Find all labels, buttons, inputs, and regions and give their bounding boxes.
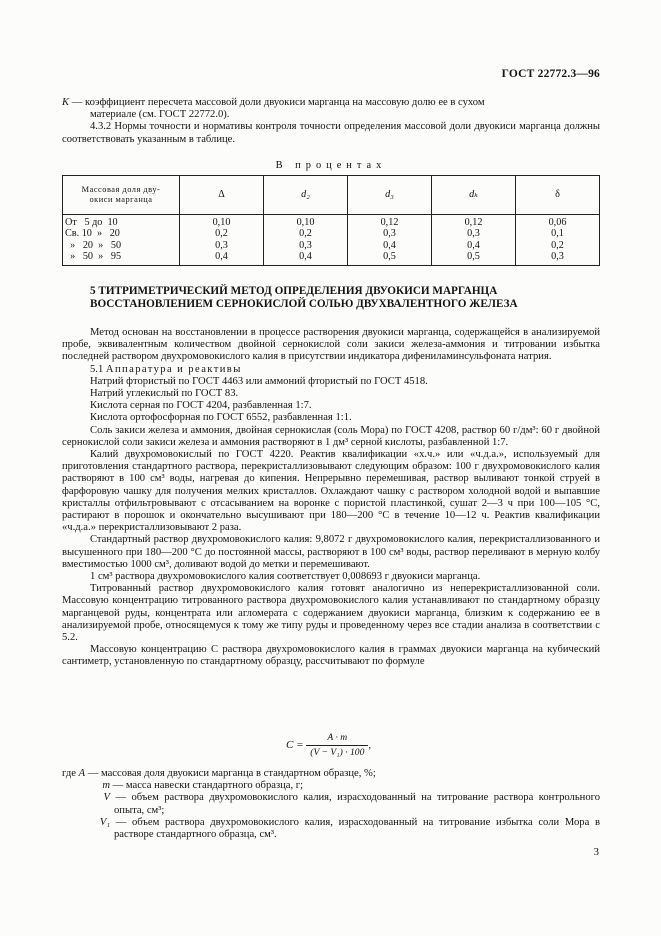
- table-cell: От 5 до 10: [65, 217, 118, 228]
- reagent-item: Массовую концентрацию C раствора двухромовокислого калия в граммах двуокиси марганца на кубический сантиметр, установленную по стандартному образцу, рассчитывают по формуле: [62, 644, 600, 668]
- table-cell: 0,2: [215, 228, 228, 240]
- paragraph-4-3-2: 4.3.2 Нормы точности и нормативы контроля точности определения массовой доли двуокиси марганца должны соответствовать указанным в таблице.: [62, 121, 600, 145]
- reagent-item: Натрий углекислый по ГОСТ 83.: [90, 388, 239, 400]
- definition-item: [62, 817, 600, 841]
- definition-text: — объем раствора двухромовокислого калия, израсходованный на титрование раствора контрольного опыта, см³;: [114, 792, 600, 816]
- table-cell: 0,06: [548, 217, 567, 228]
- definition-text: — масса навески стандартного образца, г;: [112, 780, 304, 792]
- table-cell: 0,4: [467, 239, 480, 251]
- formula-denominator: (V − V₁) · 100: [310, 747, 365, 759]
- table-cell: 0,12: [380, 217, 399, 228]
- col-header-d3: d₃: [348, 176, 432, 215]
- table-cell: 0,12: [464, 217, 483, 228]
- col-header-delta: Δ: [180, 176, 264, 215]
- reagent-item: Соль закиси железа и аммония, двойная сернокислая (соль Мора) по ГОСТ 4208, раствор 60 г/дм³: 60 г двойной сернокислой соли закиси железа и аммония растворяют в 1 дм³ серной кислоты, разбавленной 1:7.: [62, 424, 600, 448]
- table-cell: Св. 10 » 20: [65, 228, 120, 240]
- reagent-item: Кислота серная по ГОСТ 4204, разбавленная 1:7.: [90, 400, 312, 412]
- table-cell: 0,3: [383, 228, 396, 240]
- table-cell: 0,4: [299, 251, 312, 263]
- definition-item: [62, 780, 600, 792]
- definition-item: [62, 768, 600, 780]
- accuracy-table-wrapper: [62, 175, 600, 266]
- subsection-number: 5.1: [90, 363, 104, 375]
- reagent-item: Кислота ортофосфорная по ГОСТ 6552, разбавленная 1:1.: [90, 412, 352, 424]
- col-header-d2: d₂: [264, 176, 348, 215]
- table-cell: 0,5: [467, 251, 480, 263]
- formula-numerator: A · m: [306, 732, 368, 746]
- accuracy-table: [62, 175, 600, 266]
- k-definition: [62, 97, 600, 109]
- table-cell: 0,10: [296, 217, 315, 228]
- reagent-item: Титрованный раствор двухромовокислого калия готовят аналогично из неперекристаллизованной соли. Массовую концентрацию титрованного раствора двухромовокислого калия устанавливают по стандартному образцу марганцевой руды, концентрата или агломерата с содержанием двуокиси марганца, близким к содержанию ее в анализируемой пробе, относящемуся к тому же типу руды и проведенному через все стадии анализа в соответствии с 5.2.: [62, 583, 600, 644]
- table-cell: » 20 » 50: [65, 239, 122, 251]
- method-paragraph: Метод основан на восстановлении в процессе растворения двуокиси марганца, содержащейся в анализируемой пробе, эквивалентным количеством двойной сернокислой соли закиси железа-аммония и титровании избытка последней раствором двухромовокислого калия в присутствии индикатора дифениламинсульфоната натрия.: [62, 327, 600, 363]
- delta-cells: [180, 215, 264, 266]
- k-symbol: K: [62, 97, 70, 108]
- definition-symbol: m: [102, 780, 110, 792]
- table-cell: 0,5: [383, 251, 396, 263]
- formula-lhs: C =: [286, 739, 304, 752]
- col-header-dk: dₖ: [432, 176, 516, 215]
- definition-symbol: V: [103, 792, 110, 804]
- formula-tail: ,: [368, 739, 372, 752]
- definition-item: [62, 792, 600, 816]
- range-cells: [63, 215, 180, 266]
- section-title-line1: 5 ТИТРИМЕТРИЧЕСКИЙ МЕТОД ОПРЕДЕЛЕНИЯ ДВУОКИСИ МАРГАНЦА: [90, 285, 498, 297]
- subsection-5-1-heading: [62, 364, 600, 376]
- table-cell: 0,4: [383, 239, 396, 251]
- definition-text: — объем раствора двухромовокислого калия, израсходованный на титрование избытка соли Мора в растворе стандартного образца, см³.: [114, 816, 600, 841]
- page-number: 3: [593, 846, 599, 858]
- definition-symbol: A: [78, 768, 86, 779]
- table-cell: » 50 » 95: [65, 251, 122, 263]
- d3-cells: [348, 215, 432, 266]
- where-word: где: [62, 768, 76, 779]
- intro-block: [62, 97, 600, 146]
- definition-symbol: V₁: [99, 816, 110, 828]
- table-cell: 0,10: [212, 217, 231, 228]
- table-cell: 0,3: [299, 239, 312, 251]
- table-cell: 0,3: [215, 239, 228, 251]
- k-definition-line2: материале (см. ГОСТ 22772.0).: [90, 109, 230, 121]
- k-definition-line1: — коэффициент пересчета массовой доли двуокиси марганца на массовую долю ее в сухом: [71, 97, 485, 108]
- subsection-title: Аппаратура и реактивы: [105, 363, 242, 375]
- small-delta-cells: [516, 215, 600, 266]
- reagent-item: Стандартный раствор двухромовокислого калия: 9,8072 г двухромовокислого калия, перекристаллизованного и высушенного при 180—200 °С до постоянной массы, растворяют в 100 см³ воды, раствор переливают в мерную колбу вместимостью 1000 см³, доливают водой до метки и перемешивают.: [62, 534, 600, 570]
- formula: [286, 732, 371, 759]
- section-5-title: [62, 285, 600, 311]
- table-cell: 0,3: [467, 228, 480, 240]
- section-title-line2: ВОССТАНОВЛЕНИЕМ СЕРНОКИСЛОЙ СОЛЬЮ ДВУХВАЛЕНТНОГО ЖЕЛЕЗА: [90, 298, 518, 310]
- table-row: [63, 215, 600, 266]
- table-cell: 0,3: [551, 251, 564, 263]
- variable-definitions: [62, 768, 600, 841]
- table-cell: 0,2: [299, 228, 312, 240]
- col-header-small-delta: δ: [516, 176, 600, 215]
- table-cell: 0,1: [551, 228, 564, 240]
- document-id: ГОСТ 22772.3—96: [501, 68, 600, 80]
- table-cell: 0,2: [551, 239, 564, 251]
- definition-text: — массовая доля двуокиси марганца в стандартном образце, %;: [87, 768, 376, 779]
- table-caption: В процентах: [275, 160, 387, 171]
- reagent-item: Калий двухромовокислый по ГОСТ 4220. Реактив квалификации «х.ч.» или «ч.д.а.», используемый для приготовления стандартного раствора, перекристаллизовывают следующим образом: 100 г двухромовокислого калия растворяют в 100 см³ воды, нагревая до кипения. Непрерывно перемешивая, раствор выливают тонкой струей в фарфоровую чашку для получения мелких кристаллов. Охлаждают чашку с раствором холодной водой и выпавшие кристаллы отфильтровывают с отсасыванием на воронке с пористой пластинкой, сушат 2—3 ч при 100—105 °С, растирают в порошок и окончательно высушивают при 180—200 °С в течение 10—12 ч. Реактив квалификации «ч.д.а.» перекристаллизовывают 2 раза.: [62, 449, 600, 534]
- dk-cells: [432, 215, 516, 266]
- col-header-mass-fraction: Массовая доля дву- окиси марганца: [63, 176, 180, 215]
- reagent-item: 1 см³ раствора двухромовокислого калия соответствует 0,008693 г двуокиси марганца.: [90, 571, 481, 583]
- table-cell: 0,4: [215, 251, 228, 263]
- section-5-body: [62, 327, 600, 669]
- table-header-row: [63, 176, 600, 215]
- reagent-item: Натрий фтористый по ГОСТ 4463 или аммоний фтористый по ГОСТ 4518.: [90, 375, 428, 387]
- d2-cells: [264, 215, 348, 266]
- formula-fraction: [306, 732, 368, 759]
